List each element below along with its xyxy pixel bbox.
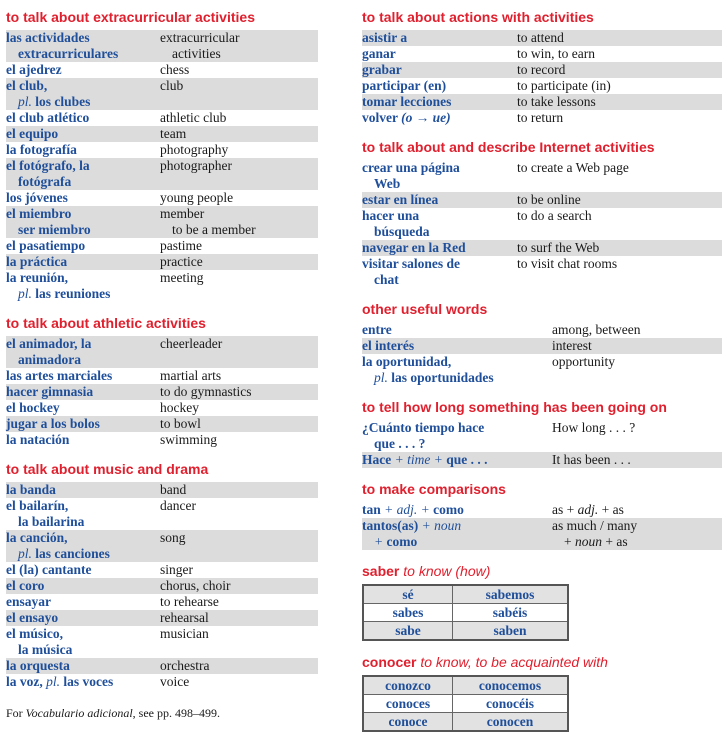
vocab-row: el club, pl. los clubes club [6,78,318,110]
vocab-row: las actividades extracurriculares extracurricular activities [6,30,318,62]
section-useful-words [362,300,722,386]
section-conocer [362,653,722,732]
vocab-row: la canción, pl. las canciones song [6,530,318,562]
vocab-row: el músico, la música musician [6,626,209,657]
vocab-row: tomar lecciones to take lessons [362,94,722,110]
vocab-row: estar en línea to be online [362,192,722,208]
left-column [6,8,318,702]
section-comparisons [362,480,722,550]
section-heading: to make comparisons [362,481,506,497]
vocab-row: ¿Cuánto tiempo hace que . . . ? How long . . . ? [362,420,636,451]
section-heading: to tell how long something has been going on [362,399,667,415]
section-heading: to talk about actions with activities [362,9,594,25]
vocab-row: el coro chorus, choir [6,578,318,594]
vocab-row: el interés interest [362,338,722,354]
vocab-row: tantos(as) + noun + como as much / many + noun + as [362,518,722,550]
vocab-row: el animador, la animadora cheerleader [6,336,318,368]
table-row: sé sabemos [363,585,568,604]
section-heading: to talk about music and drama [6,461,209,477]
vocab-row: entre among, between [362,322,641,337]
vocab-row: el ajedrez chess [6,62,190,77]
vocab-row: visitar salones de chat to visit chat rooms [362,256,618,287]
vocab-row: asistir a to attend [362,30,722,46]
section-actions [362,8,722,126]
footnote: For Vocabulario adicional, see pp. 498–499. [6,706,220,720]
saber-conjugation-table [362,584,569,641]
vocab-row: hacer gimnasia to do gymnastics [6,384,318,400]
vocab-row: la voz, pl. las voces voice [6,674,190,689]
vocab-row: Hace + time + que . . . It has been . . . [362,452,722,468]
vocab-row: volver (o → ue) to return [362,110,564,125]
table-row: conoce conocen [363,713,568,732]
section-how-long [362,398,722,468]
section-athletic [6,314,318,448]
section-heading: conocer to know, to be acquainted with [362,654,608,670]
section-heading: other useful words [362,301,488,317]
vocab-row: la práctica practice [6,254,318,270]
vocab-row: navegar en la Red to surf the Web [362,240,722,256]
vocab-row: los jóvenes young people [6,190,234,205]
section-saber [362,562,722,641]
vocab-row: la oportunidad, pl. las oportunidades opportunity [362,354,615,385]
vocab-row: el ensayo rehearsal [6,610,318,626]
vocab-row: el bailarín, la bailarina dancer [6,498,196,529]
vocab-row: el equipo team [6,126,318,142]
table-row: conozco conocemos [363,676,568,695]
section-heading: saber to know (how) [362,563,491,579]
section-internet [362,138,722,288]
vocab-row: tan + adj. + como as + adj. + as [362,502,624,517]
vocab-row: el fotógrafo, la fotógrafa photographer [6,158,318,190]
vocab-row: la natación swimming [6,432,218,447]
vocab-row: el club atlético athletic club [6,110,227,125]
vocab-row: el (la) cantante singer [6,562,193,577]
section-heading: to talk about and describe Internet activities [362,139,655,155]
vocab-row: la banda band [6,482,318,498]
vocab-row: ensayar to rehearse [6,594,219,609]
vocab-row: hacer una búsqueda to do a search [362,208,592,239]
vocab-row: grabar to record [362,62,722,78]
vocab-row: participar (en) to participate (in) [362,78,611,93]
table-row: sabe saben [363,622,568,641]
section-music-drama [6,460,318,690]
table-row: conoces conocéis [363,695,568,713]
section-heading: to talk about athletic activities [6,315,206,331]
section-heading: to talk about extracurricular activities [6,9,255,25]
conocer-conjugation-table [362,675,569,732]
vocab-row: el pasatiempo pastime [6,238,202,253]
vocab-row: la fotografía photography [6,142,229,157]
vocab-row: la reunión, pl. las reuniones meeting [6,270,204,301]
vocab-row: la orquesta orchestra [6,658,318,674]
right-column [362,8,722,744]
vocab-row: las artes marciales martial arts [6,368,222,383]
vocab-row: el hockey hockey [6,400,199,415]
vocab-row: crear una página Web to create a Web page [362,160,629,191]
table-row: sabes sabéis [363,604,568,622]
vocab-row: ganar to win, to earn [362,46,595,61]
section-extracurricular [6,8,318,302]
vocab-row: jugar a los bolos to bowl [6,416,318,432]
vocab-row: el miembro ser miembro member to be a member [6,206,318,238]
